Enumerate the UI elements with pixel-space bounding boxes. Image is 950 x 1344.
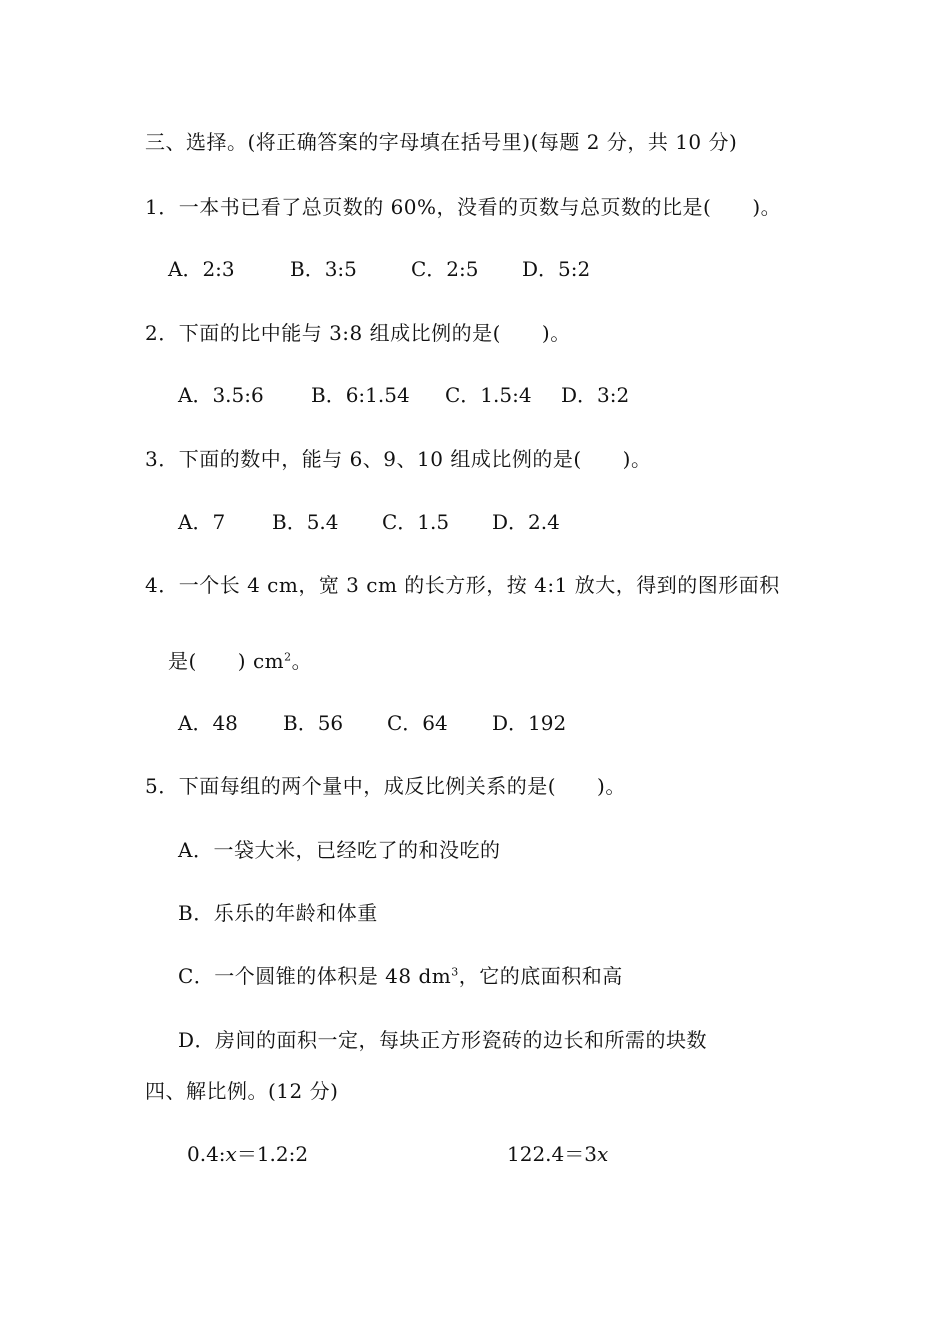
equation-1-variable: x	[225, 1142, 237, 1166]
question-3-option-c: C．1.5	[382, 510, 450, 534]
question-1-stem: 1．一本书已看了总页数的 60%，没看的页数与总页数的比是( )。	[145, 195, 782, 219]
question-4-option-c: C．64	[387, 711, 448, 735]
equation-2	[507, 1140, 608, 1168]
question-4-unit-exponent: 2	[284, 650, 292, 664]
question-1-option-c: C．2:5	[411, 257, 479, 281]
question-2-option-a: A．3.5:6	[178, 383, 264, 407]
question-5-option-a: A．一袋大米，已经吃了的和没吃的	[178, 838, 501, 862]
question-3-option-d: D．2.4	[492, 510, 560, 534]
question-3-option-b: B．5.4	[272, 510, 339, 534]
question-4-option-d: D．192	[492, 711, 567, 735]
question-5-option-c-text: C．一个圆锥的体积是 48 dm	[178, 964, 452, 988]
question-5-option-b: B．乐乐的年龄和体重	[178, 901, 378, 925]
equation-2-variable: x	[596, 1142, 609, 1166]
question-4-stem-line-2	[168, 647, 312, 675]
question-3-option-a: A．7	[178, 510, 226, 534]
equation-1-left: 0.4:	[187, 1142, 226, 1166]
question-4-stem-line-2-text: 是( ) cm	[168, 649, 285, 673]
question-2-option-d: D．3:2	[561, 383, 630, 407]
question-4-stem-line-1: 4．一个长 4 cm，宽 3 cm 的长方形，按 4:1 放大，得到的图形面积	[145, 573, 780, 597]
section-3-heading: 三、选择。(将正确答案的字母填在括号里)(每题 2 分，共 10 分)	[145, 130, 738, 154]
question-2-option-c: C．1.5:4	[445, 383, 532, 407]
question-5-option-d: D．房间的面积一定，每块正方形瓷砖的边长和所需的块数	[178, 1028, 708, 1052]
question-5-stem: 5．下面每组的两个量中，成反比例关系的是( )。	[145, 774, 626, 798]
equation-1	[187, 1140, 308, 1168]
question-2-option-b: B．6:1.54	[311, 383, 410, 407]
question-4-option-b: B．56	[283, 711, 344, 735]
question-5-option-c-exponent: 3	[451, 965, 459, 979]
question-2-stem: 2．下面的比中能与 3:8 组成比例的是( )。	[145, 321, 571, 345]
question-4-stem-line-2-end: 。	[291, 649, 313, 673]
equation-2-text: 122.4＝3	[507, 1142, 597, 1166]
question-1-option-d: D．5:2	[522, 257, 591, 281]
question-5-option-c-end: ，它的底面积和高	[458, 964, 623, 988]
question-3-stem: 3．下面的数中，能与 6、9、10 组成比例的是( )。	[145, 447, 652, 471]
question-5-option-c	[178, 962, 623, 990]
question-1-option-a: A．2:3	[168, 257, 235, 281]
equation-1-right: ＝1.2:2	[236, 1142, 309, 1166]
question-1-option-b: B．3:5	[290, 257, 357, 281]
question-4-option-a: A．48	[178, 711, 238, 735]
section-4-heading: 四、解比例。(12 分)	[145, 1079, 339, 1103]
